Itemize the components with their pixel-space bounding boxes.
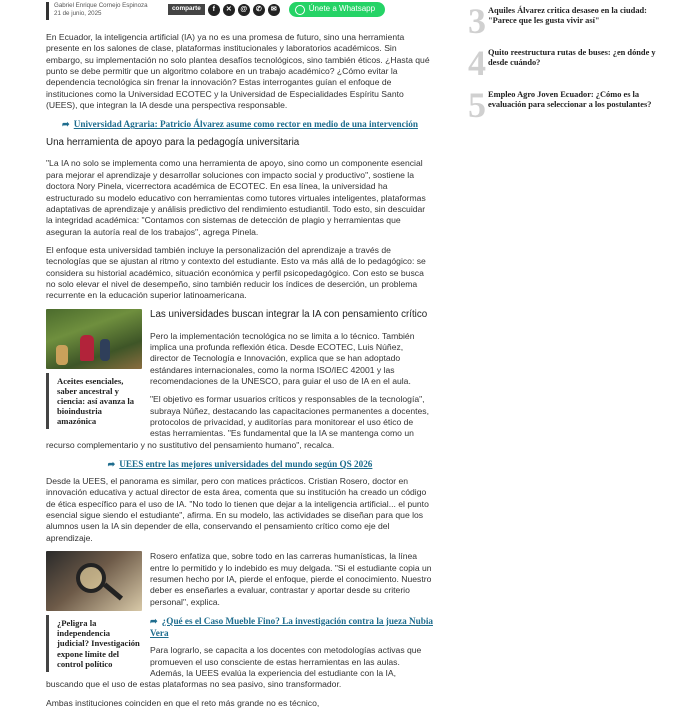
- whatsapp-logo-icon: [295, 5, 305, 15]
- section-heading-1: Una herramienta de apoyo para la pedagogía universitaria: [46, 136, 300, 148]
- related-link-3-text[interactable]: ¿Qué es el Caso Mueble Fino? La investigación contra la jueza Nubia Vera: [150, 615, 433, 639]
- related-card-1-image[interactable]: [46, 309, 142, 369]
- paragraph-5: "El objetivo es formar usuarios críticos y responsables de la tecnología", subraya Núñez, destacando las capacitaciones permanentes a docentes, protocolos de privacidad, y auditorías para monitorear el uso ético de estas herramientas. "Es fundamental que la IA se mantenga como un recurso complementario y no sustitutivo del pensamiento humano", recalca.: [46, 394, 429, 450]
- article-column: [46, 0, 434, 716]
- most-read-item[interactable]: [468, 85, 668, 125]
- most-read-title[interactable]: Aquiles Álvarez critica desaseo en la ciudad: "Parece que les gusta vivir así": [488, 6, 647, 26]
- related-link-1[interactable]: [46, 118, 434, 130]
- rank-number: 5: [468, 85, 486, 125]
- most-read-sidebar: [468, 1, 668, 130]
- paragraph-intro: En Ecuador, la inteligencia artificial (IA) ya no es una promesa de futuro, sino una herramienta presente en los salones de clase, plataformas institucionales y laboratorios académicos. Sin embargo, su implementación no solo plantea desafíos tecnológicos, sino también éticos. ¿Hasta qué punto se debe permitir que un algoritmo colabore en un trabajo académico? ¿Cómo evitar la dependencia tecnológica sin frenar la innovación? Estas interrogantes guían el enfoque de instituciones como la Universidad ECOTEC y la Universidad de Especialidades Espíritu Santo (UEES), que integran la IA desde una perspectiva responsable.: [46, 32, 430, 111]
- message-icon[interactable]: ✉: [268, 4, 280, 16]
- email-icon[interactable]: @: [238, 4, 250, 16]
- figure-shape: [80, 335, 94, 361]
- whatsapp-icon[interactable]: ✆: [253, 4, 265, 16]
- paragraph-2: "La IA no solo se implementa como una herramienta de apoyo, sino como un componente esencial para mejorar el aprendizaje y desarrollar soluciones con impacto social y productivo", sostiene la doctora Nory Pinela, vicerrectora académica de ECOTEC. En esa línea, la universidad ha estructurado su modelo educativo con herramientas como tutores virtuales inteligentes, plataformas adaptativas de aprendizaje y análisis predictivo del rendimiento estudiantil. Todo esto, sin descuidar la integridad académica: "Contamos con sistemas de detección de plagio y herramientas que aseguran la autoría real de los trabajos", agrega Pinela.: [46, 158, 426, 237]
- paragraph-8: Para lograrlo, se capacita a los docentes con metodologías activas que promueven el uso consciente de estas herramientas en las aulas. Además, la UEES evalúa la experiencia del estudiante con la IA, buscando que el uso de estas plataformas no sea pasivo, sino transformador.: [46, 645, 422, 690]
- related-card-2-caption[interactable]: ¿Peligra la independencia judicial? Investigación expone límite del control político: [46, 615, 142, 672]
- facebook-icon[interactable]: f: [208, 4, 220, 16]
- x-icon[interactable]: ✕: [223, 4, 235, 16]
- figure-shape: [100, 339, 110, 361]
- related-card-2-image[interactable]: [46, 551, 142, 611]
- whatsapp-join-label: Únete a Whatsapp: [308, 4, 376, 14]
- share-label: comparte: [168, 4, 205, 14]
- share-arrow-icon: ➦: [150, 615, 158, 626]
- paragraph-9: Ambas instituciones coinciden en que el reto más grande no es técnico,: [46, 697, 320, 708]
- most-read-title[interactable]: Quito reestructura rutas de buses: ¿en dónde y desde cuándo?: [488, 48, 656, 68]
- paragraph-3: El enfoque esta universidad también incluye la personalización del aprendizaje a través de tecnologías que se ajustan al ritmo y contexto del estudiante. Esto va más allá de lo pedagógico: se considera su historial académico, situación económica y perfil psicopedagógico. Con esto se busca no solo elevar el nivel de desempeño, sino también reducir los índices de deserción, un problema recurrente en la educación superior latinoamericana.: [46, 244, 426, 301]
- share-arrow-icon: ➦: [62, 119, 70, 130]
- most-read-item[interactable]: [468, 1, 668, 41]
- related-card-1[interactable]: [46, 309, 142, 430]
- figure-shape: [56, 345, 68, 365]
- paragraph-6: Desde la UEES, el panorama es similar, pero con matices prácticos. Cristian Rosero, doctor en innovación educativa y actual director de esta área, comenta que su institución ha creado un código de ética específico para el uso de IA. "No todo lo tienen que dejar a la inteligencia artificial... el punto esencial sigue siendo el estudiante", afirma. En su modelo, las actividades se diseñan para que los alumnos usen la IA sin depender de ella, conservando el pensamiento crítico como eje del aprendizaje.: [46, 476, 429, 543]
- section-heading-2: Las universidades buscan integrar la IA con pensamiento crítico: [150, 308, 428, 320]
- related-link-1-text[interactable]: Universidad Agraria: Patricio Álvarez asume como rector en medio de una intervención: [73, 119, 418, 130]
- magnifier-lens: [76, 563, 106, 593]
- rank-number: 4: [468, 43, 486, 83]
- most-read-item[interactable]: [468, 43, 668, 83]
- article-byline: [46, 2, 434, 24]
- related-card-1-caption[interactable]: Aceites esenciales, saber ancestral y ciencia: así avanza la bioindustria amazónica: [46, 373, 142, 430]
- rank-number: 3: [468, 1, 486, 41]
- paragraph-7: Rosero enfatiza que, sobre todo en las carreras humanísticas, la línea entre lo permitido y lo indebido es muy delgada. "Si el estudiante copia un resumen hecho por IA, pierde el enfoque, pierde el conocimiento. Nuestro deber es enseñarles a evaluar, contrastar y aportar desde su criterio personal", explica.: [150, 551, 432, 607]
- related-link-2[interactable]: [46, 458, 434, 470]
- whatsapp-join-button[interactable]: [289, 2, 385, 17]
- share-arrow-icon: ➦: [107, 458, 116, 469]
- most-read-title[interactable]: Empleo Agro Joven Ecuador: ¿Cómo es la evaluación para seleccionar a los postulantes?: [488, 90, 652, 110]
- magnifier-handle: [103, 583, 123, 601]
- share-bar: [168, 2, 385, 17]
- related-card-2[interactable]: [46, 551, 142, 672]
- byline-meta: [54, 2, 154, 19]
- author-name[interactable]: Gabriel Enrique Cornejo Espinoza: [54, 2, 148, 9]
- related-link-2-text[interactable]: UEES entre las mejores universidades del mundo según QS 2026: [119, 458, 373, 469]
- paragraph-4: Pero la implementación tecnológica no se limita a lo técnico. También implica una profunda reflexión ética. Desde ECOTEC, Luis Núñez, director de Tecnología e Innovación, explica que se han adoptado estándares internacionales, como la norma ISO/IEC 42001 y las recomendaciones de la UNESCO, para guiar el uso de IA en el aula.: [150, 330, 415, 386]
- byline-bar: [46, 2, 49, 20]
- publish-date: 21 de junio, 2025: [54, 10, 102, 18]
